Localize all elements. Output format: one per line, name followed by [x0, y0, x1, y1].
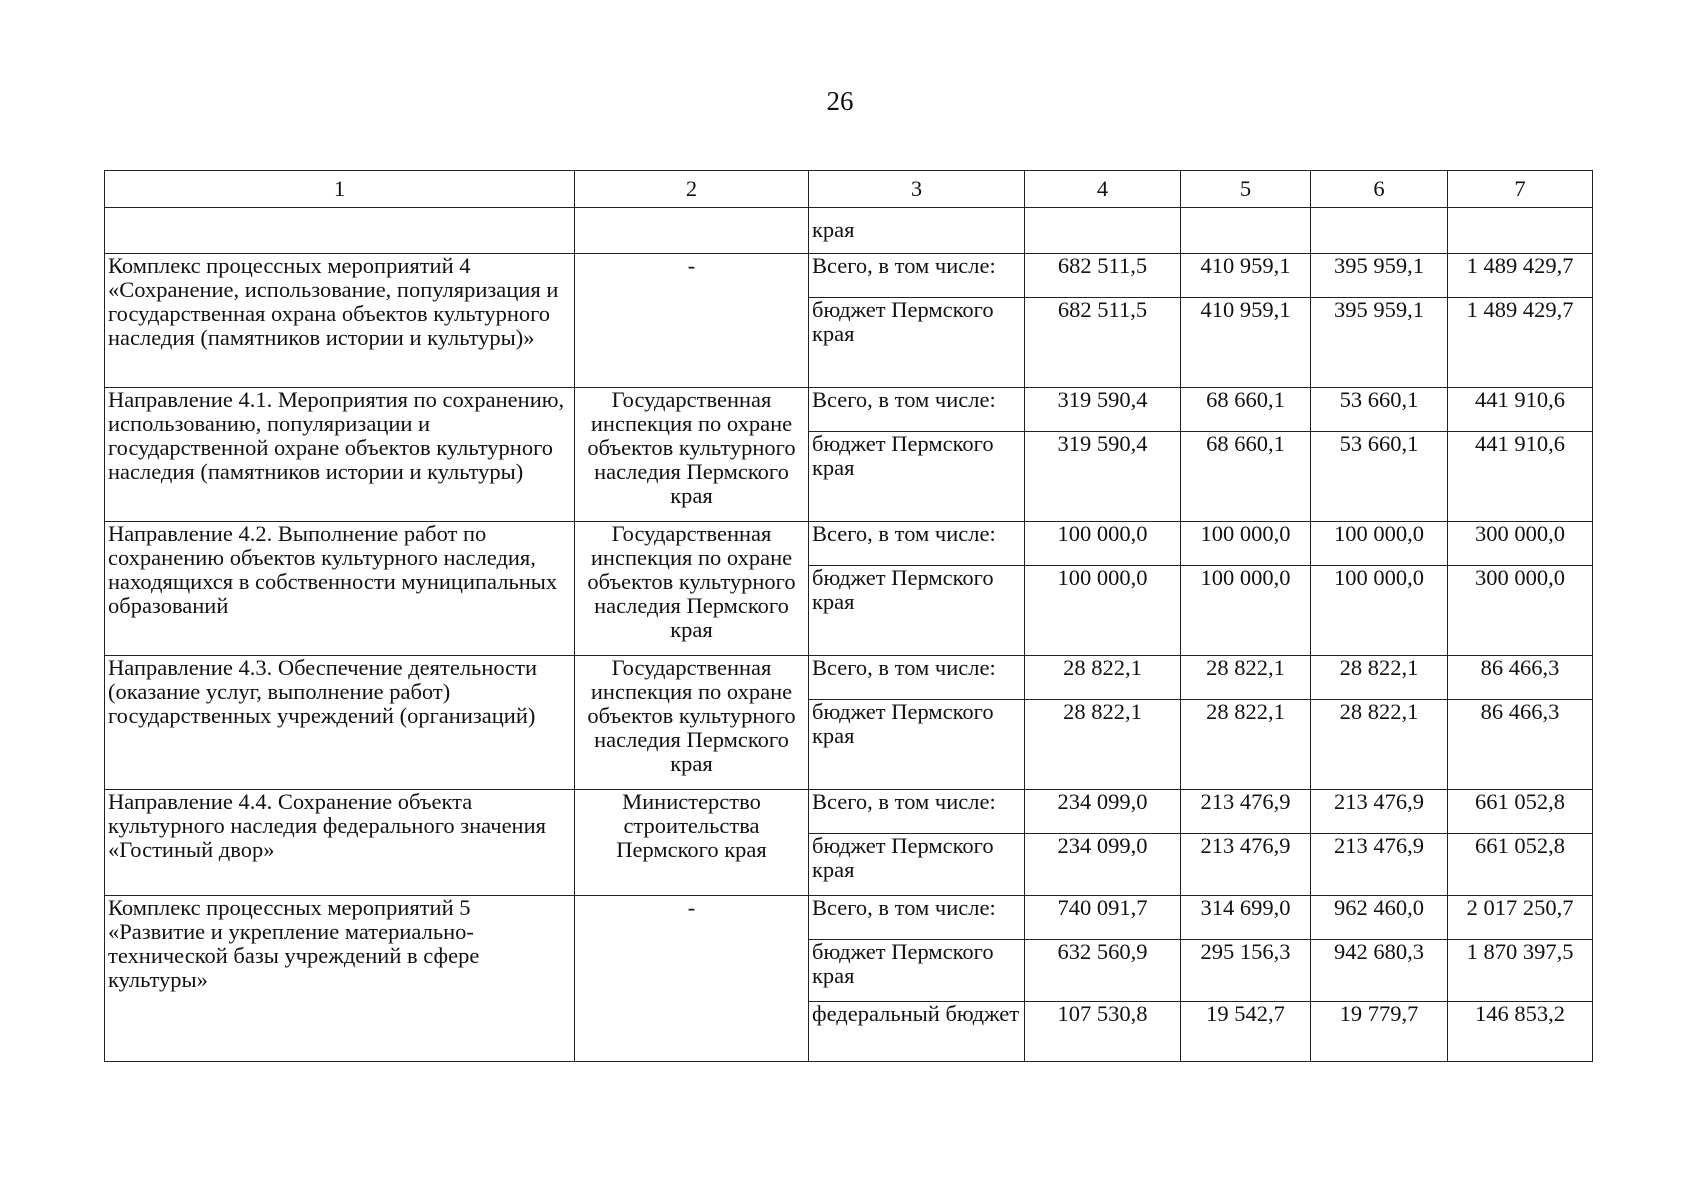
value-cell: 632 560,9 — [1025, 940, 1181, 1002]
program-name: Комплекс процессных мероприятий 5 «Развитие и укрепление материально-технической базы учреждений в сфере культуры» — [105, 896, 575, 1062]
executor: Государственная инспекция по охране объектов культурного наследия Пермского края — [575, 522, 809, 656]
value-cell: 28 822,1 — [1025, 656, 1181, 700]
category: Всего, в том числе: — [809, 522, 1025, 566]
value-cell: 1 489 429,7 — [1448, 254, 1593, 298]
column-number: 2 — [575, 171, 809, 208]
value-cell: 28 822,1 — [1311, 700, 1448, 790]
column-number: 1 — [105, 171, 575, 208]
value-cell: 300 000,0 — [1448, 522, 1593, 566]
category: Всего, в том числе: — [809, 896, 1025, 940]
value-cell: 441 910,6 — [1448, 432, 1593, 522]
executor: Государственная инспекция по охране объектов культурного наследия Пермского края — [575, 656, 809, 790]
carry-over-text: края — [809, 208, 1025, 254]
category: бюджет Пермского края — [809, 566, 1025, 656]
value-cell: 962 460,0 — [1311, 896, 1448, 940]
table-row — [105, 388, 1593, 432]
category: бюджет Пермского края — [809, 700, 1025, 790]
value-cell: 19 542,7 — [1181, 1002, 1311, 1062]
category: бюджет Пермского края — [809, 834, 1025, 896]
value-cell: 213 476,9 — [1311, 834, 1448, 896]
table-row — [105, 254, 1593, 298]
category: Всего, в том числе: — [809, 656, 1025, 700]
program-name: Комплекс процессных мероприятий 4 «Сохранение, использование, популяризация и государственная охрана объектов культурного наследия (памятников истории и культуры)» — [105, 254, 575, 388]
value-cell: 740 091,7 — [1025, 896, 1181, 940]
program-name: Направление 4.3. Обеспечение деятельности (оказание услуг, выполнение работ) государственных учреждений (организаций) — [105, 656, 575, 790]
column-number: 3 — [809, 171, 1025, 208]
empty-cell — [105, 208, 575, 254]
category: бюджет Пермского края — [809, 940, 1025, 1002]
value-cell: 234 099,0 — [1025, 834, 1181, 896]
empty-cell — [1311, 208, 1448, 254]
value-cell: 295 156,3 — [1181, 940, 1311, 1002]
executor: Государственная инспекция по охране объектов культурного наследия Пермского края — [575, 388, 809, 522]
value-cell: 28 822,1 — [1181, 700, 1311, 790]
carry-over-row — [105, 208, 1593, 254]
executor-dash: - — [687, 895, 696, 920]
value-cell: 213 476,9 — [1181, 790, 1311, 834]
column-number: 6 — [1311, 171, 1448, 208]
table-row — [105, 790, 1593, 834]
value-cell: 100 000,0 — [1181, 522, 1311, 566]
value-cell: 86 466,3 — [1448, 656, 1593, 700]
value-cell: 100 000,0 — [1025, 522, 1181, 566]
value-cell: 213 476,9 — [1311, 790, 1448, 834]
value-cell: 1 489 429,7 — [1448, 298, 1593, 388]
value-cell: 86 466,3 — [1448, 700, 1593, 790]
value-cell: 213 476,9 — [1181, 834, 1311, 896]
category: федеральный бюджет — [809, 1002, 1025, 1062]
value-cell: 314 699,0 — [1181, 896, 1311, 940]
value-cell: 661 052,8 — [1448, 834, 1593, 896]
value-cell: 441 910,6 — [1448, 388, 1593, 432]
value-cell: 53 660,1 — [1311, 388, 1448, 432]
value-cell: 28 822,1 — [1025, 700, 1181, 790]
value-cell: 682 511,5 — [1025, 254, 1181, 298]
value-cell: 319 590,4 — [1025, 432, 1181, 522]
value-cell: 100 000,0 — [1181, 566, 1311, 656]
page-number: 26 — [826, 86, 854, 116]
column-number: 5 — [1181, 171, 1311, 208]
executor — [575, 254, 809, 388]
category: Всего, в том числе: — [809, 254, 1025, 298]
value-cell: 1 870 397,5 — [1448, 940, 1593, 1002]
value-cell: 410 959,1 — [1181, 254, 1311, 298]
executor-dash: - — [687, 253, 696, 278]
value-cell: 100 000,0 — [1311, 522, 1448, 566]
column-number: 7 — [1448, 171, 1593, 208]
value-cell: 2 017 250,7 — [1448, 896, 1593, 940]
value-cell: 28 822,1 — [1181, 656, 1311, 700]
executor — [575, 896, 809, 1062]
empty-cell — [1025, 208, 1181, 254]
value-cell: 100 000,0 — [1025, 566, 1181, 656]
program-name: Направление 4.4. Сохранение объекта культурного наследия федерального значения «Гостиный двор» — [105, 790, 575, 896]
value-cell: 68 660,1 — [1181, 432, 1311, 522]
empty-cell — [1448, 208, 1593, 254]
value-cell: 68 660,1 — [1181, 388, 1311, 432]
value-cell: 682 511,5 — [1025, 298, 1181, 388]
program-name: Направление 4.1. Мероприятия по сохранению, использованию, популяризации и государственной охране объектов культурного наследия (памятников истории и культуры) — [105, 388, 575, 522]
program-name: Направление 4.2. Выполнение работ по сохранению объектов культурного наследия, находящихся в собственности муниципальных образований — [105, 522, 575, 656]
executor: Министерство строительства Пермского края — [575, 790, 809, 896]
value-cell: 146 853,2 — [1448, 1002, 1593, 1062]
value-cell: 942 680,3 — [1311, 940, 1448, 1002]
table-row — [105, 896, 1593, 940]
value-cell: 319 590,4 — [1025, 388, 1181, 432]
category: Всего, в том числе: — [809, 790, 1025, 834]
column-number: 4 — [1025, 171, 1181, 208]
category: бюджет Пермского края — [809, 298, 1025, 388]
budget-table — [104, 170, 1593, 1062]
table-row — [105, 656, 1593, 700]
value-cell: 395 959,1 — [1311, 298, 1448, 388]
category: Всего, в том числе: — [809, 388, 1025, 432]
empty-cell — [1181, 208, 1311, 254]
value-cell: 234 099,0 — [1025, 790, 1181, 834]
value-cell: 28 822,1 — [1311, 656, 1448, 700]
value-cell: 410 959,1 — [1181, 298, 1311, 388]
value-cell: 100 000,0 — [1311, 566, 1448, 656]
value-cell: 19 779,7 — [1311, 1002, 1448, 1062]
empty-cell — [575, 208, 809, 254]
value-cell: 395 959,1 — [1311, 254, 1448, 298]
value-cell: 300 000,0 — [1448, 566, 1593, 656]
category: бюджет Пермского края — [809, 432, 1025, 522]
value-cell: 107 530,8 — [1025, 1002, 1181, 1062]
value-cell: 661 052,8 — [1448, 790, 1593, 834]
value-cell: 53 660,1 — [1311, 432, 1448, 522]
column-number-row — [105, 171, 1593, 208]
table-row — [105, 522, 1593, 566]
